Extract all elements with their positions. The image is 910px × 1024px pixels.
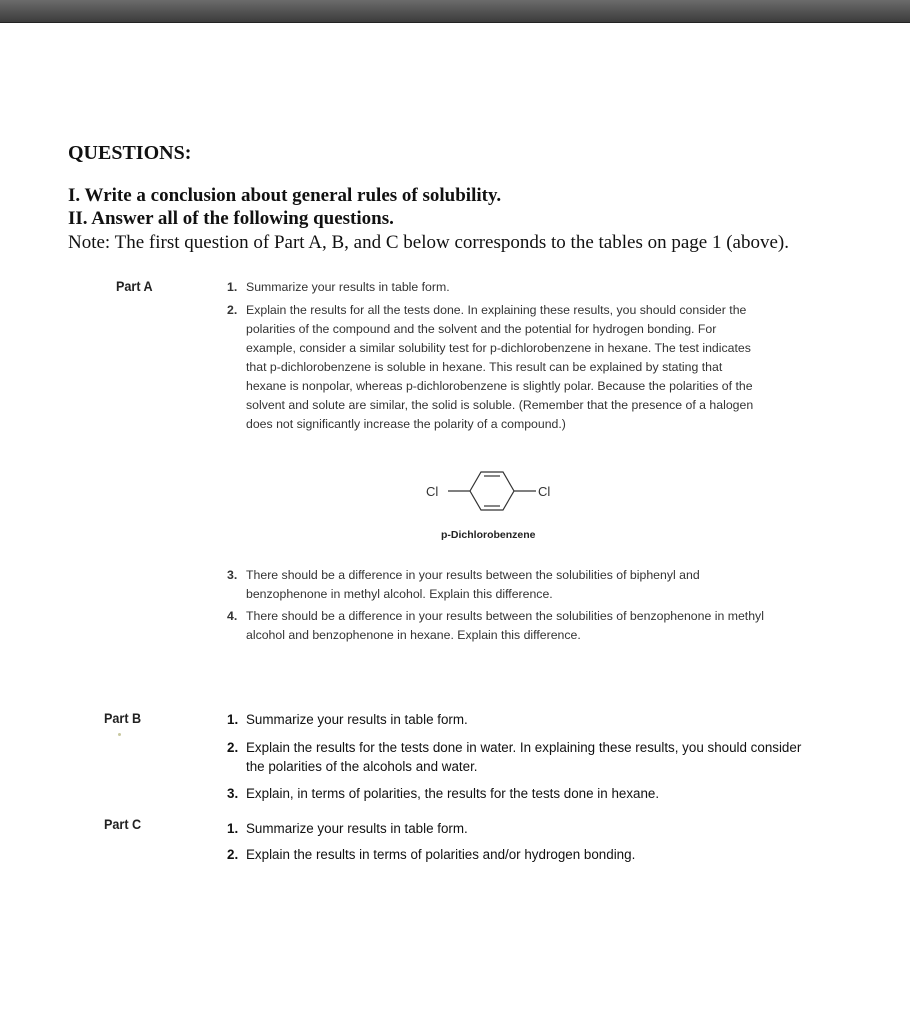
page-heading: QUESTIONS: [68,142,192,164]
question-number: 2. [227,847,239,862]
right-atom-label: Cl [538,484,551,499]
part-b-label: Part B [104,710,142,726]
question-number: 3. [227,568,238,582]
instruction-answer-all: II. Answer all of the following questions. [68,208,394,229]
question-text: There should be a difference in your results between the solubilities of biphenyl and benzophenone in methyl alcohol. Explain this difference. [246,568,700,601]
window-top-bar [0,0,910,23]
question-text: Explain the results for all the tests done. In explaining these results, you should consider the polarities of the compound and the solvent and the potential for hydrogen bonding. For example, consider a similar solubility test for p-dichlorobenzene in hexane. The test indicates that p-dichlorobenzene is soluble in hexane. This result can be explained by stating that hexane is nonpolar, whereas p-dichlorobenzene is slightly polar. Because the polarities of the solvent and solute are similar, the solid is soluble. (Remember that the presence of a halogen does not significantly increase the polarity of a compound.) [246,303,754,431]
part-c-question-2 [227,845,817,864]
part-a-question-4 [227,607,767,645]
question-text: There should be a difference in your results between the solubilities of benzophenone in methyl alcohol and benzophenone in hexane. Explain this difference. [246,609,764,642]
question-number: 2. [227,303,238,317]
instruction-conclusion: I. Write a conclusion about general rules of solubility. [68,185,502,206]
left-atom-label: Cl [426,484,439,499]
question-number: 3. [227,786,239,801]
part-c-label: Part C [104,816,142,832]
question-number: 2. [227,740,239,755]
part-b-question-1 [227,710,817,729]
part-a-question-1 [227,278,787,297]
question-text: Summarize your results in table form. [246,712,468,727]
benzene-ring [470,472,514,510]
decorative-dot [118,733,121,736]
question-text: Explain, in terms of polarities, the results for the tests done in hexane. [246,786,660,801]
part-a-question-2 [227,301,755,434]
question-text: Summarize your results in table form. [246,821,468,836]
part-a-label: Part A [116,278,153,294]
part-b-question-3 [227,784,817,803]
question-number: 4. [227,609,238,623]
question-text: Explain the results for the tests done in water. In explaining these results, you should consider the polarities of the alcohols and water. [246,740,802,774]
question-number: 1. [227,712,239,727]
question-number: 1. [227,280,238,294]
p-dichlorobenzene-structure [420,460,560,522]
question-text: Explain the results in terms of polarities and/or hydrogen bonding. [246,847,636,862]
part-a-question-3 [227,566,767,604]
part-b-question-2 [227,738,817,776]
part-c-question-1 [227,819,817,838]
question-text: Summarize your results in table form. [246,280,450,294]
molecule-caption: p-Dichlorobenzene [441,529,536,541]
instruction-note: Note: The first question of Part A, B, and C below corresponds to the tables on page 1 (above). [68,232,789,253]
question-number: 1. [227,821,239,836]
